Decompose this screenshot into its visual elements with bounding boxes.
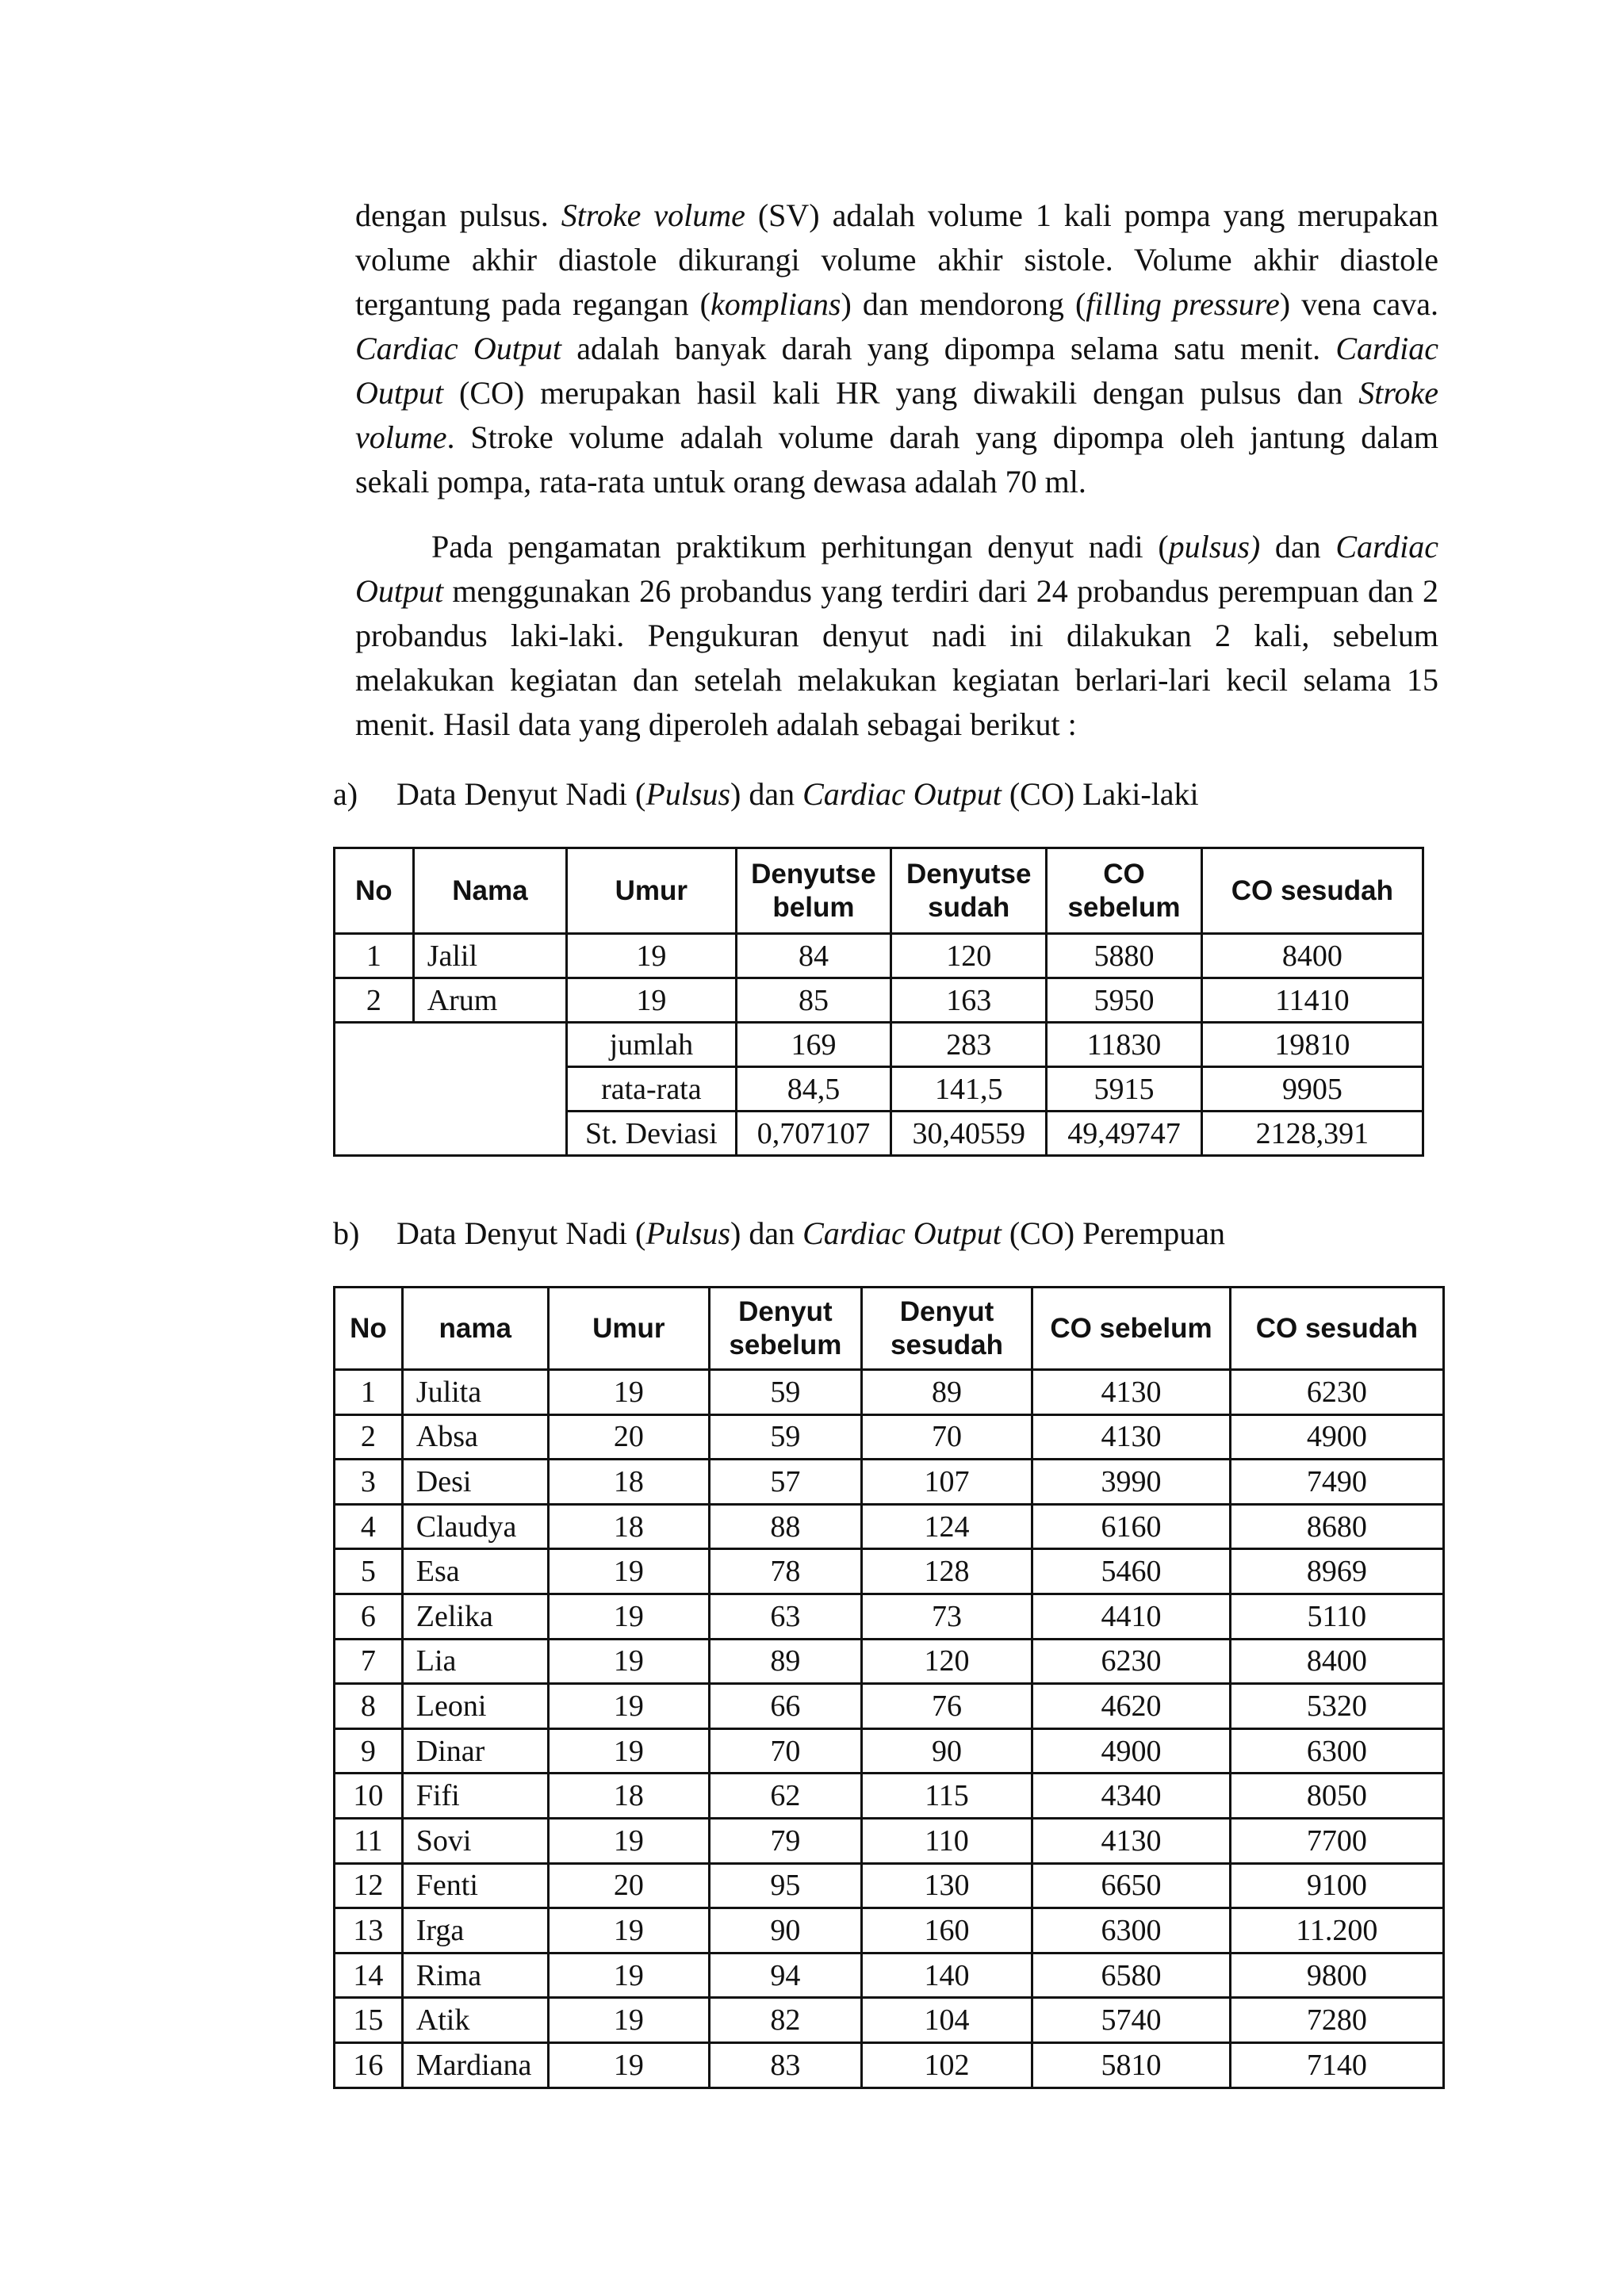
cell: 19: [548, 1953, 709, 1998]
cell: 16: [335, 2042, 403, 2087]
cell: 19810: [1201, 1023, 1423, 1067]
cell: 9800: [1230, 1953, 1443, 1998]
cell: 19: [548, 1908, 709, 1954]
cell: 4900: [1032, 1728, 1230, 1774]
cell: 128: [861, 1549, 1032, 1594]
cell: 5110: [1230, 1594, 1443, 1639]
cell: 9: [335, 1728, 403, 1774]
cell: 0,707107: [736, 1112, 891, 1156]
cell: 160: [861, 1908, 1032, 1954]
cell: 18: [548, 1504, 709, 1549]
table-row: [335, 1460, 1444, 1505]
cell: Esa: [402, 1549, 548, 1594]
cell: 59: [710, 1370, 862, 1415]
header-co-sebelum: CO sebelum: [1047, 848, 1202, 934]
italic-term: Cardiac Output: [802, 1215, 1002, 1251]
italic-term: Stroke volume: [561, 197, 745, 233]
cell: 4620: [1032, 1684, 1230, 1729]
cell: 20: [548, 1414, 709, 1460]
cell: 83: [710, 2042, 862, 2087]
text-run: menggunakan 26 probandus yang terdiri dari 24 probandus perempuan dan 2 probandus laki-laki. Pengukuran denyut nadi ini dilakukan 2 kali, sebelum melakukan kegiatan dan setelah melakukan kegiatan berlari-lari kecil selama 15 menit. Hasil data yang diperoleh adalah sebagai berikut :: [355, 573, 1438, 742]
cell: Zelika: [402, 1594, 548, 1639]
table-row: [335, 1639, 1444, 1684]
cell: 7700: [1230, 1818, 1443, 1863]
cell: 115: [861, 1774, 1032, 1819]
cell: Fifi: [402, 1774, 548, 1819]
cell: 19: [548, 1639, 709, 1684]
cell: Lia: [402, 1639, 548, 1684]
cell: 6230: [1230, 1370, 1443, 1415]
cell: 11.200: [1230, 1908, 1443, 1954]
header-co-sesudah: CO sesudah: [1201, 848, 1423, 934]
cell: 12: [335, 1863, 403, 1908]
cell: 5950: [1047, 978, 1202, 1023]
header-umur: Umur: [567, 848, 736, 934]
italic-term: Pulsus: [645, 1215, 731, 1251]
cell: 30,40559: [891, 1112, 1047, 1156]
table-row: [335, 1594, 1444, 1639]
paragraph-stroke-volume: [355, 193, 1438, 504]
cell: 130: [861, 1863, 1032, 1908]
cell: 20: [548, 1863, 709, 1908]
italic-term: filling pressure: [1086, 286, 1280, 322]
table-row: [335, 1549, 1444, 1594]
table-row: [335, 1728, 1444, 1774]
cell: 84,5: [736, 1067, 891, 1112]
table-row: [335, 1684, 1444, 1729]
header-no: No: [335, 848, 414, 934]
cell: 13: [335, 1908, 403, 1954]
italic-term: Cardiac Output: [355, 331, 561, 366]
cell: 4900: [1230, 1414, 1443, 1460]
text-run: ) dan mendorong (: [841, 286, 1086, 322]
cell: 124: [861, 1504, 1032, 1549]
cell: 4340: [1032, 1774, 1230, 1819]
cell: 7280: [1230, 1998, 1443, 2043]
cell: 1: [335, 1370, 403, 1415]
header-nama: nama: [402, 1288, 548, 1370]
cell: 79: [710, 1818, 862, 1863]
cell: 73: [861, 1594, 1032, 1639]
text-run: Pada pengamatan praktikum perhitungan denyut nadi (: [431, 529, 1169, 564]
table-header-row: [335, 1288, 1444, 1370]
italic-term: Cardiac Output: [355, 529, 1438, 609]
cell: Fenti: [402, 1863, 548, 1908]
cell: 102: [861, 2042, 1032, 2087]
cell: 89: [861, 1370, 1032, 1415]
cell: 59: [710, 1414, 862, 1460]
cell: 140: [861, 1953, 1032, 1998]
cell: 104: [861, 1998, 1032, 2043]
text-run: ) dan: [730, 1215, 803, 1251]
cell: 19: [548, 1594, 709, 1639]
italic-term: pulsus): [1168, 529, 1261, 564]
italic-term: Cardiac Output: [802, 776, 1002, 812]
summary-label: rata-rata: [567, 1067, 736, 1112]
cell: 90: [710, 1908, 862, 1954]
cell: Absa: [402, 1414, 548, 1460]
cell: 70: [710, 1728, 862, 1774]
table-body: [335, 1370, 1444, 2088]
cell: 85: [736, 978, 891, 1023]
cell: Mardiana: [402, 2042, 548, 2087]
cell: 19: [548, 1998, 709, 2043]
heading-label: a): [333, 776, 358, 812]
cell: 2128,391: [1201, 1112, 1423, 1156]
cell: Jalil: [413, 934, 566, 978]
cell: 8680: [1230, 1504, 1443, 1549]
cell: 95: [710, 1863, 862, 1908]
cell: 6300: [1230, 1728, 1443, 1774]
cell: 8400: [1230, 1639, 1443, 1684]
header-denyut-sebelum: Denyutse belum: [736, 848, 891, 934]
summary-label: jumlah: [567, 1023, 736, 1067]
cell: 18: [548, 1460, 709, 1505]
table-perempuan: [333, 1286, 1445, 2089]
table-row: [335, 1370, 1444, 1415]
header-denyut-sebelum: Denyut sebelum: [710, 1288, 862, 1370]
cell: 5915: [1047, 1067, 1202, 1112]
cell: Irga: [402, 1908, 548, 1954]
cell: Claudya: [402, 1504, 548, 1549]
cell: 19: [548, 1818, 709, 1863]
header-nama: Nama: [413, 848, 566, 934]
table-row: [335, 1908, 1444, 1954]
cell: 49,49747: [1047, 1112, 1202, 1156]
cell: 6580: [1032, 1953, 1230, 1998]
cell: 66: [710, 1684, 862, 1729]
table-row: [335, 1863, 1444, 1908]
cell: 6300: [1032, 1908, 1230, 1954]
cell: 19: [548, 1370, 709, 1415]
cell: 8400: [1201, 934, 1423, 978]
table-row: [335, 1818, 1444, 1863]
cell: 4130: [1032, 1370, 1230, 1415]
cell: 9905: [1201, 1067, 1423, 1112]
italic-term: Pulsus: [645, 776, 731, 812]
text-run: . Stroke volume adalah volume darah yang dipompa oleh jantung dalam sekali pompa, rata-rata untuk orang dewasa adalah 70 ml.: [355, 419, 1438, 499]
summary-label: St. Deviasi: [567, 1112, 736, 1156]
cell: 7: [335, 1639, 403, 1684]
cell: Rima: [402, 1953, 548, 1998]
text-run: adalah banyak darah yang dipompa selama satu menit.: [561, 331, 1336, 366]
cell: 84: [736, 934, 891, 978]
cell: 7490: [1230, 1460, 1443, 1505]
italic-term: Cardiac Output: [355, 331, 1438, 411]
cell: 11410: [1201, 978, 1423, 1023]
cell: 4130: [1032, 1414, 1230, 1460]
table-row: [335, 1414, 1444, 1460]
cell: 15: [335, 1998, 403, 2043]
cell: 94: [710, 1953, 862, 1998]
cell: 120: [891, 934, 1047, 978]
cell: 9100: [1230, 1863, 1443, 1908]
cell: 11830: [1047, 1023, 1202, 1067]
cell: 19: [567, 978, 736, 1023]
cell: 283: [891, 1023, 1047, 1067]
table-row: [335, 1998, 1444, 2043]
cell: 6160: [1032, 1504, 1230, 1549]
cell: 5810: [1032, 2042, 1230, 2087]
summary-row: [335, 1023, 1423, 1067]
cell: Atik: [402, 1998, 548, 2043]
cell: 8969: [1230, 1549, 1443, 1594]
text-run: (SV) adalah volume 1 kali pompa yang merupakan volume akhir diastole dikurangi volume akhir sistole. Volume akhir diastole tergantung pada regangan (: [355, 197, 1438, 322]
cell: 1: [335, 934, 414, 978]
cell: 8050: [1230, 1774, 1443, 1819]
cell: 88: [710, 1504, 862, 1549]
text-run: dan: [1260, 529, 1336, 564]
header-denyut-sesudah: Denyut sesudah: [861, 1288, 1032, 1370]
cell: 163: [891, 978, 1047, 1023]
header-umur: Umur: [548, 1288, 709, 1370]
text-run: ) dan: [730, 776, 803, 812]
cell: 4130: [1032, 1818, 1230, 1863]
cell: 70: [861, 1414, 1032, 1460]
text-run: (CO) merupakan hasil kali HR yang diwakili dengan pulsus dan: [443, 375, 1359, 411]
empty-cell: [335, 1023, 567, 1156]
cell: 82: [710, 1998, 862, 2043]
italic-term: komplians: [710, 286, 841, 322]
cell: 141,5: [891, 1067, 1047, 1112]
cell: 110: [861, 1818, 1032, 1863]
text-run: dengan pulsus.: [355, 197, 561, 233]
cell: 19: [548, 1728, 709, 1774]
cell: 120: [861, 1639, 1032, 1684]
cell: 89: [710, 1639, 862, 1684]
text-run: Data Denyut Nadi (: [396, 776, 646, 812]
table-row: [335, 1504, 1444, 1549]
paragraph-pengamatan: [355, 525, 1438, 747]
cell: 5460: [1032, 1549, 1230, 1594]
cell: 78: [710, 1549, 862, 1594]
heading-table-a: [333, 772, 1199, 817]
cell: 5: [335, 1549, 403, 1594]
table-row: [335, 978, 1423, 1023]
cell: 107: [861, 1460, 1032, 1505]
cell: 14: [335, 1953, 403, 1998]
header-co-sebelum: CO sebelum: [1032, 1288, 1230, 1370]
cell: 2: [335, 1414, 403, 1460]
text-run: Data Denyut Nadi (: [396, 1215, 646, 1251]
table-row: [335, 2042, 1444, 2087]
cell: 7140: [1230, 2042, 1443, 2087]
text-run: (CO) Perempuan: [1001, 1215, 1226, 1251]
cell: 76: [861, 1684, 1032, 1729]
cell: 19: [548, 2042, 709, 2087]
cell: Dinar: [402, 1728, 548, 1774]
table-row: [335, 934, 1423, 978]
cell: 169: [736, 1023, 891, 1067]
cell: 18: [548, 1774, 709, 1819]
cell: 6: [335, 1594, 403, 1639]
header-no: No: [335, 1288, 403, 1370]
cell: 63: [710, 1594, 862, 1639]
table-row: [335, 1953, 1444, 1998]
table-row: [335, 1774, 1444, 1819]
text-run: (CO) Laki-laki: [1001, 776, 1199, 812]
cell: 62: [710, 1774, 862, 1819]
header-denyut-sesudah: Denyutse sudah: [891, 848, 1047, 934]
cell: 6230: [1032, 1639, 1230, 1684]
cell: Arum: [413, 978, 566, 1023]
cell: 6650: [1032, 1863, 1230, 1908]
cell: 4410: [1032, 1594, 1230, 1639]
text-run: ) vena cava.: [1279, 286, 1439, 322]
cell: 19: [548, 1549, 709, 1594]
cell: Desi: [402, 1460, 548, 1505]
cell: 57: [710, 1460, 862, 1505]
cell: 5880: [1047, 934, 1202, 978]
italic-term: Stroke volume: [355, 375, 1438, 455]
table-header-row: [335, 848, 1423, 934]
cell: 90: [861, 1728, 1032, 1774]
table-laki-laki: [333, 847, 1424, 1157]
cell: 3990: [1032, 1460, 1230, 1505]
cell: Julita: [402, 1370, 548, 1415]
cell: 19: [567, 934, 736, 978]
cell: Leoni: [402, 1684, 548, 1729]
cell: 5320: [1230, 1684, 1443, 1729]
cell: 8: [335, 1684, 403, 1729]
cell: 4: [335, 1504, 403, 1549]
cell: 19: [548, 1684, 709, 1729]
cell: 11: [335, 1818, 403, 1863]
header-co-sesudah: CO sesudah: [1230, 1288, 1443, 1370]
cell: 10: [335, 1774, 403, 1819]
heading-table-b: [333, 1211, 1225, 1256]
cell: 5740: [1032, 1998, 1230, 2043]
cell: Sovi: [402, 1818, 548, 1863]
cell: 2: [335, 978, 414, 1023]
cell: 3: [335, 1460, 403, 1505]
heading-label: b): [333, 1215, 360, 1251]
